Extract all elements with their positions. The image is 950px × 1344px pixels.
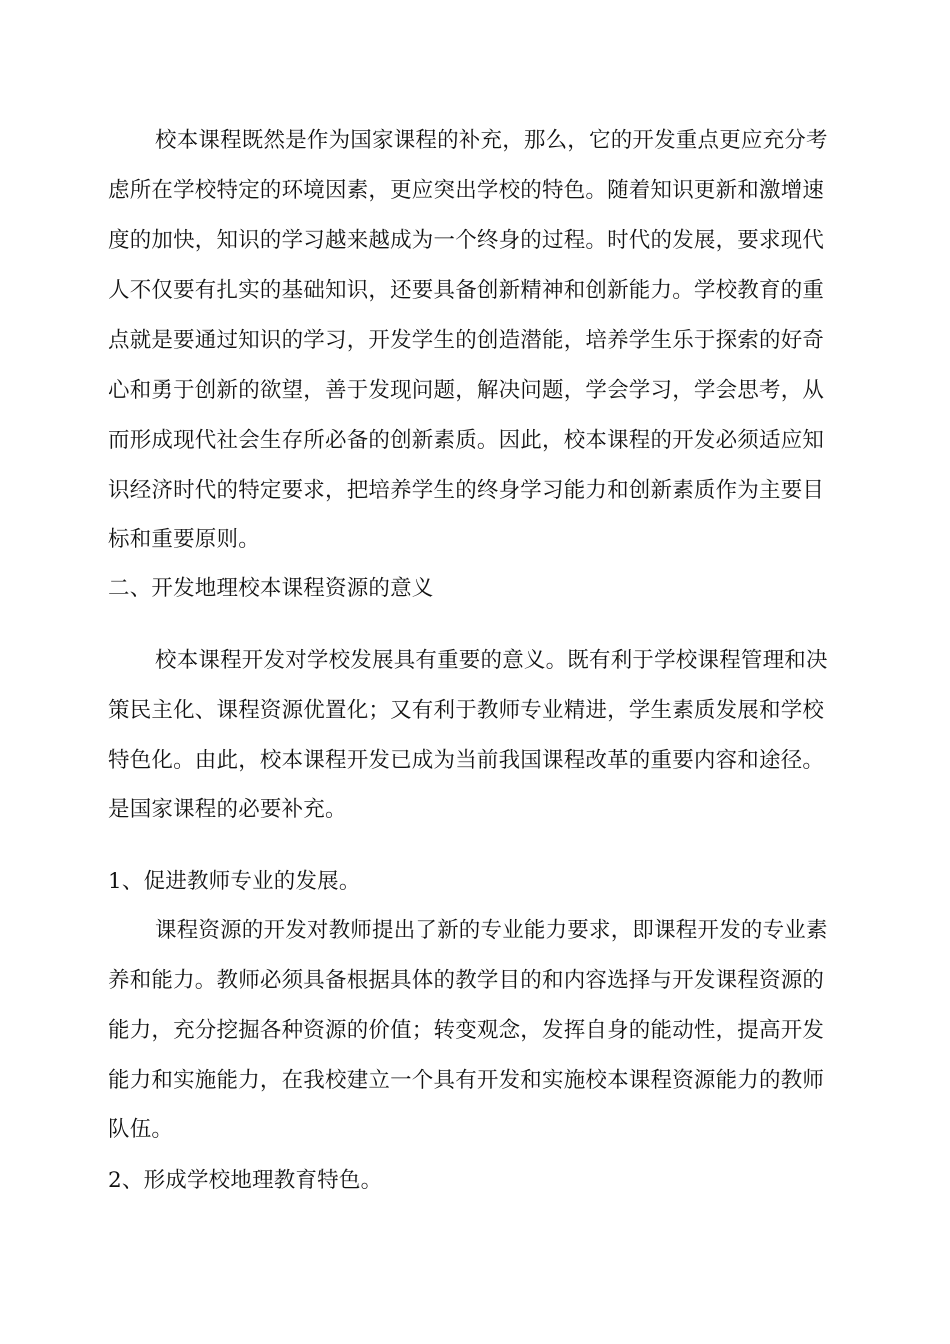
paragraph-line: 虑所在学校特定的环境因素，更应突出学校的特色。随着知识更新和激增速: [108, 178, 825, 203]
paragraph-line: 校本课程既然是作为国家课程的补充，那么，它的开发重点更应充分考: [155, 128, 828, 153]
paragraph-line: 能力，充分挖掘各种资源的价值；转变观念，发挥自身的能动性，提高开发: [108, 1018, 825, 1043]
paragraph-line: 校本课程开发对学校发展具有重要的意义。既有利于学校课程管理和决: [155, 648, 828, 673]
paragraph-line: 是国家课程的必要补充。: [108, 797, 347, 822]
subsection-heading: 1、促进教师专业的发展。: [108, 869, 361, 894]
paragraph-line: 能力和实施能力，在我校建立一个具有开发和实施校本课程资源能力的教师: [108, 1068, 825, 1093]
paragraph-line: 养和能力。教师必须具备根据具体的教学目的和内容选择与开发课程资源的: [108, 968, 825, 993]
paragraph-line: 心和勇于创新的欲望，善于发现问题，解决问题，学会学习，学会思考，从: [108, 378, 825, 403]
paragraph-line: 标和重要原则。: [108, 527, 260, 552]
paragraph-line: 点就是要通过知识的学习，开发学生的创造潜能，培养学生乐于探索的好奇: [108, 328, 825, 353]
section-heading: 二、开发地理校本课程资源的意义: [108, 576, 434, 601]
subsection-heading: 2、形成学校地理教育特色。: [108, 1168, 383, 1193]
paragraph-line: 策民主化、课程资源优置化；又有利于教师专业精进，学生素质发展和学校: [108, 698, 825, 723]
paragraph-line: 而形成现代社会生存所必备的创新素质。因此，校本课程的开发必须适应知: [108, 428, 825, 453]
paragraph-line: 特色化。由此，校本课程开发已成为当前我国课程改革的重要内容和途径。: [108, 748, 825, 773]
paragraph-line: 队伍。: [108, 1117, 174, 1142]
paragraph-line: 识经济时代的特定要求，把培养学生的终身学习能力和创新素质作为主要目: [108, 478, 825, 503]
paragraph-line: 度的加快，知识的学习越来越成为一个终身的过程。时代的发展，要求现代: [108, 228, 825, 253]
paragraph-line: 人不仅要有扎实的基础知识，还要具备创新精神和创新能力。学校教育的重: [108, 278, 825, 303]
paragraph-line: 课程资源的开发对教师提出了新的专业能力要求，即课程开发的专业素: [155, 918, 828, 943]
